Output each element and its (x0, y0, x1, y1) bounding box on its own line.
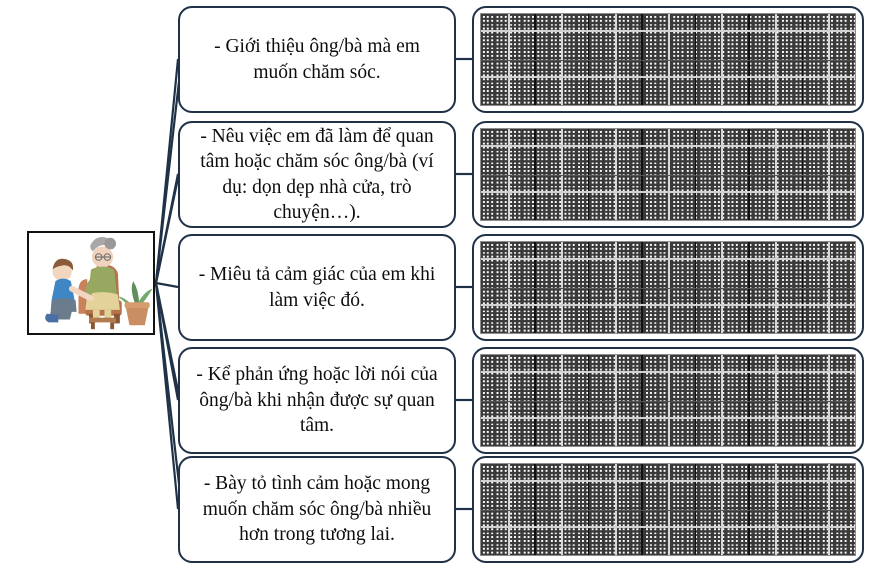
answer-grid-4[interactable] (472, 347, 864, 454)
outline-node-1[interactable] (178, 6, 456, 113)
answer-grid-2[interactable] (472, 121, 864, 228)
outline-node-4-text: - Kể phản ứng hoặc lời nói của ông/bà khi nhận được sự quan tâm. (196, 364, 438, 437)
grid-row-divider (481, 401, 855, 403)
grid-baseline (481, 30, 855, 32)
answer-grid-5[interactable] (472, 456, 864, 563)
outline-node-4[interactable] (178, 347, 456, 454)
grid-baseline (481, 145, 855, 147)
answer-grid-3[interactable] (472, 234, 864, 341)
grid-baseline (481, 371, 855, 373)
outline-node-2-text: - Nêu việc em đã làm để quan tâm hoặc chăm sóc ông/bà (ví dụ: dọn dẹp nhà cửa, trò chuyện…). (200, 125, 434, 223)
writing-grid[interactable] (480, 354, 856, 447)
grid-row-divider (481, 510, 855, 512)
grid-major-lines (481, 464, 855, 555)
grid-row-divider (481, 60, 855, 62)
grid-baseline (481, 526, 855, 528)
grid-major-lines (481, 355, 855, 446)
grid-baseline (481, 191, 855, 193)
grid-row-divider (481, 288, 855, 290)
writing-grid[interactable] (480, 13, 856, 106)
outline-node-3[interactable] (178, 234, 456, 341)
outline-node-3-text: - Miêu tả cảm giác của em khi làm việc đó. (198, 264, 436, 311)
grid-major-lines (481, 242, 855, 333)
illustration-thumbnail (27, 231, 155, 335)
grid-major-lines (481, 14, 855, 105)
outline-node-2[interactable] (178, 121, 456, 228)
writing-grid[interactable] (480, 463, 856, 556)
grid-baseline (481, 258, 855, 260)
writing-grid[interactable] (480, 128, 856, 221)
outline-node-5[interactable] (178, 456, 456, 563)
grid-baseline (481, 480, 855, 482)
answer-grid-1[interactable] (472, 6, 864, 113)
grid-baseline (481, 304, 855, 306)
grid-baseline (481, 76, 855, 78)
grid-row-divider (481, 175, 855, 177)
grid-baseline (481, 417, 855, 419)
writing-grid[interactable] (480, 241, 856, 334)
outline-node-5-text: - Bày tỏ tình cảm hoặc mong muốn chăm sóc ông/bà nhiều hơn trong tương lai. (202, 473, 432, 546)
outline-node-1-text: - Giới thiệu ông/bà mà em muốn chăm sóc. (214, 36, 420, 83)
grandmother-care-illustration (29, 233, 153, 333)
grid-major-lines (481, 129, 855, 220)
